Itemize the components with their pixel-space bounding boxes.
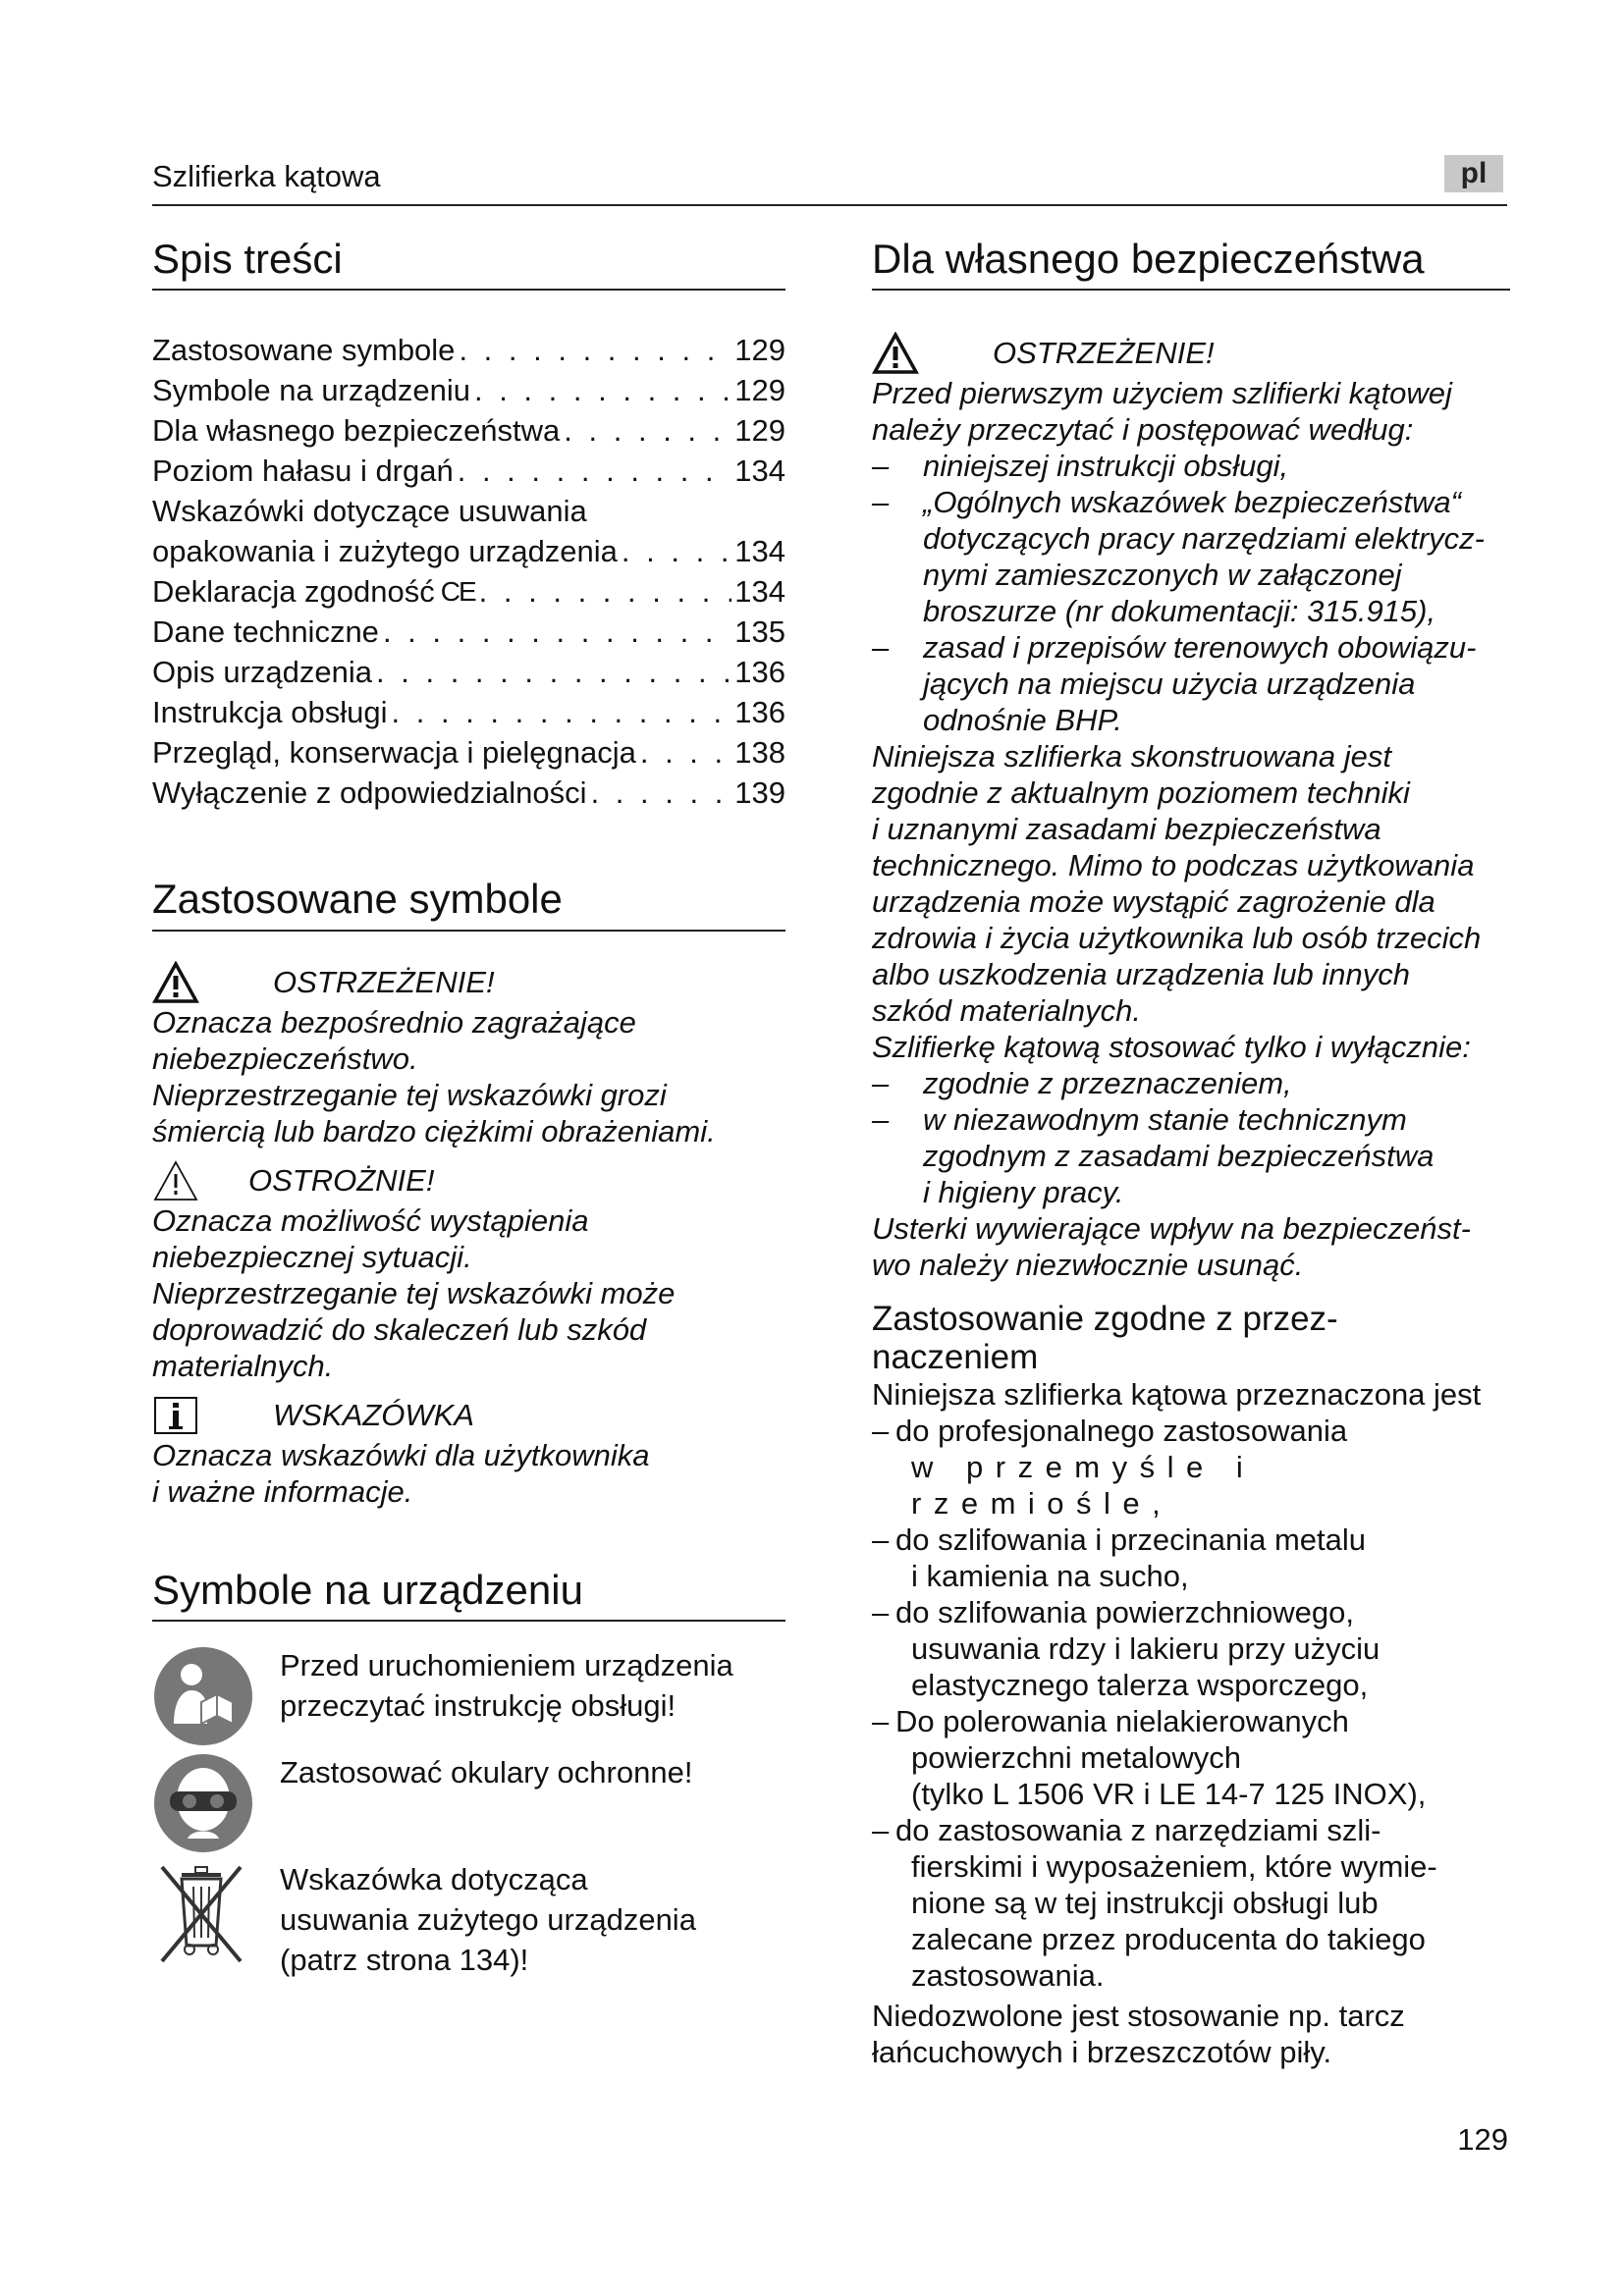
list-item: – „Ogólnych wskazówek bezpieczeństwa“ dotyczących pracy narzędziami elektrycz- nymi zamieszczonych w załączonej broszurze (nr dokumentacji: 315.915),: [872, 485, 1485, 629]
warning-block: [152, 961, 785, 1004]
note-label: WSKAZÓWKA: [273, 1397, 474, 1432]
toc-entry[interactable]: Wskazówki dotyczące usuwania: [152, 494, 587, 529]
crossed-bin-icon: [152, 1859, 250, 1967]
header-title: Szlifierka kątowa: [152, 159, 381, 193]
safety-warning-block: [872, 332, 1510, 375]
caution-label: OSTROŻNIE!: [248, 1162, 435, 1198]
toc-entry[interactable]: opakowania i zużytego urządzenia . . . 134: [152, 531, 785, 571]
safety-intro: Przed pierwszym użyciem szlifierki kątowej należy przeczytać i postępować według:: [872, 376, 1452, 448]
caution-text: Oznacza możliwość wystąpienia niebezpiecznej sytuacji. Nieprzestrzeganie tej wskazówki może doprowadzić do skaleczeń lub szkód materialnych.: [152, 1202, 676, 1383]
toc-entry[interactable]: Wyłączenie z odpowiedzialności . . . 139: [152, 773, 785, 813]
safety-goggles-icon: [152, 1752, 254, 1854]
device-symbol-text: Przed uruchomieniem urządzenia przeczytać instrukcję obsługi!: [280, 1647, 733, 1723]
list-item: – w niezawodnym stanie technicznym zgodnym z zasadami bezpieczeństwa i higieny pracy.: [872, 1102, 1435, 1210]
warning-text: Oznacza bezpośrednio zagrażające niebezpieczeństwo. Nieprzestrzeganie tej wskazówki grozi śmiercią lub bardzo ciężkimi obrażeniami.: [152, 1004, 716, 1148]
symbols-heading: Zastosowane symbole: [152, 876, 785, 931]
safety-heading: Dla własnego bezpieczeństwa: [872, 236, 1510, 291]
language-badge: pl: [1444, 155, 1503, 192]
toc-entry[interactable]: Zastosowane symbole . . . 129: [152, 330, 785, 370]
device-symbol-text: Wskazówka dotycząca usuwania zużytego urządzenia (patrz strona 134)!: [280, 1861, 696, 1977]
caution-triangle-icon: [152, 1159, 199, 1202]
list-item: – zasad i przepisów terenowych obowiązu- jących na miejscu użycia urządzenia odnośnie BHP.: [872, 630, 1477, 738]
intended-use-heading: Zastosowanie zgodne z przez- naczeniem: [872, 1300, 1338, 1376]
toc-entry[interactable]: Symbole na urządzeniu . . . 129: [152, 370, 785, 410]
caution-block: [152, 1159, 785, 1202]
device-symbol-row: [152, 1752, 785, 1859]
warning-triangle-icon: [152, 961, 199, 1004]
toc-heading: Spis treści: [152, 236, 785, 291]
list-item: – do profesjonalnego zastosowania w przemyśle i rzemiośle,: [872, 1414, 1348, 1522]
safety-use-list: [872, 1065, 1510, 1210]
list-item: – do zastosowania z narzędziami szli- fierskimi i wyposażeniem, które wymie- nione są w tej instrukcji obsługi lub zalecane przez producenta do takiego zastosowania.: [872, 1813, 1437, 1994]
device-symbols-heading: Symbole na urządzeniu: [152, 1567, 785, 1622]
ce-mark-icon: CE: [440, 576, 475, 608]
safety-list: [872, 448, 1510, 738]
info-icon: [152, 1394, 199, 1437]
page-number: 129: [1457, 2122, 1508, 2157]
device-symbol-row: [152, 1645, 785, 1752]
list-item: – do szlifowania powierzchniowego, usuwania rdzy i lakieru przy użyciu elastycznego talerza wsporczego,: [872, 1595, 1380, 1703]
list-item: – Do polerowania nielakierowanych powierzchni metalowych (tylko L 1506 VR i LE 14-7 125 INOX),: [872, 1704, 1427, 1812]
toc-entry[interactable]: Dla własnego bezpieczeństwa . . . 129: [152, 410, 785, 451]
intended-use-closing: Niedozwolone jest stosowanie np. tarcz łańcuchowych i brzeszczotów piły.: [872, 1999, 1405, 2070]
list-item: – zgodnie z przeznaczeniem,: [872, 1066, 1292, 1101]
warning-label: OSTRZEŻENIE!: [273, 964, 495, 999]
device-symbol-row: [152, 1859, 785, 1980]
toc-entry[interactable]: Dane techniczne . . . 135: [152, 612, 785, 652]
toc-entry[interactable]: Deklaracja zgodność CE . . . 134: [152, 571, 785, 612]
page-header: [152, 155, 1507, 206]
safety-use-intro: Szlifierkę kątową stosować tylko i wyłącznie:: [872, 1030, 1471, 1065]
safety-warning-label: OSTRZEŻENIE!: [993, 336, 1215, 371]
safety-paragraph: Niniejsza szlifierka skonstruowana jest zgodnie z aktualnym poziomem techniki i uznanymi zasadami bezpieczeństwa technicznego. Mimo to podczas użytkowania urządzenia może wystąpić zagrożenie dla zdrowia i życia użytkownika lub osób trzecich albo uszkodzenia urządzenia lub innych szkód materialnych.: [872, 739, 1482, 1029]
toc-entry[interactable]: Instrukcja obsługi . . . 136: [152, 692, 785, 732]
toc-entry[interactable]: Poziom hałasu i drgań . . . 134: [152, 451, 785, 491]
intended-use-intro: Niniejsza szlifierka kątowa przeznaczona jest: [872, 1377, 1482, 1413]
left-column: [152, 236, 785, 1980]
table-of-contents: [152, 330, 785, 813]
list-item: – niniejszej instrukcji obsługi,: [872, 449, 1289, 484]
warning-triangle-icon: [872, 332, 919, 375]
note-text: Oznacza wskazówki dla użytkownika i ważne informacje.: [152, 1437, 650, 1509]
intended-use-list: [872, 1413, 1510, 1994]
note-block: [152, 1394, 785, 1437]
toc-entry[interactable]: Opis urządzenia . . . 136: [152, 652, 785, 692]
right-column: [872, 236, 1510, 2070]
list-item: – do szlifowania i przecinania metalu i kamienia na sucho,: [872, 1522, 1367, 1594]
device-symbol-text: Zastosować okulary ochronne!: [280, 1754, 693, 1789]
toc-entry[interactable]: Przegląd, konserwacja i pielęgnacja . . . 138: [152, 732, 785, 773]
safety-faults: Usterki wywierające wpływ na bezpieczeńst- wo należy niezwłocznie usunąć.: [872, 1211, 1471, 1283]
read-manual-icon: [152, 1645, 254, 1747]
